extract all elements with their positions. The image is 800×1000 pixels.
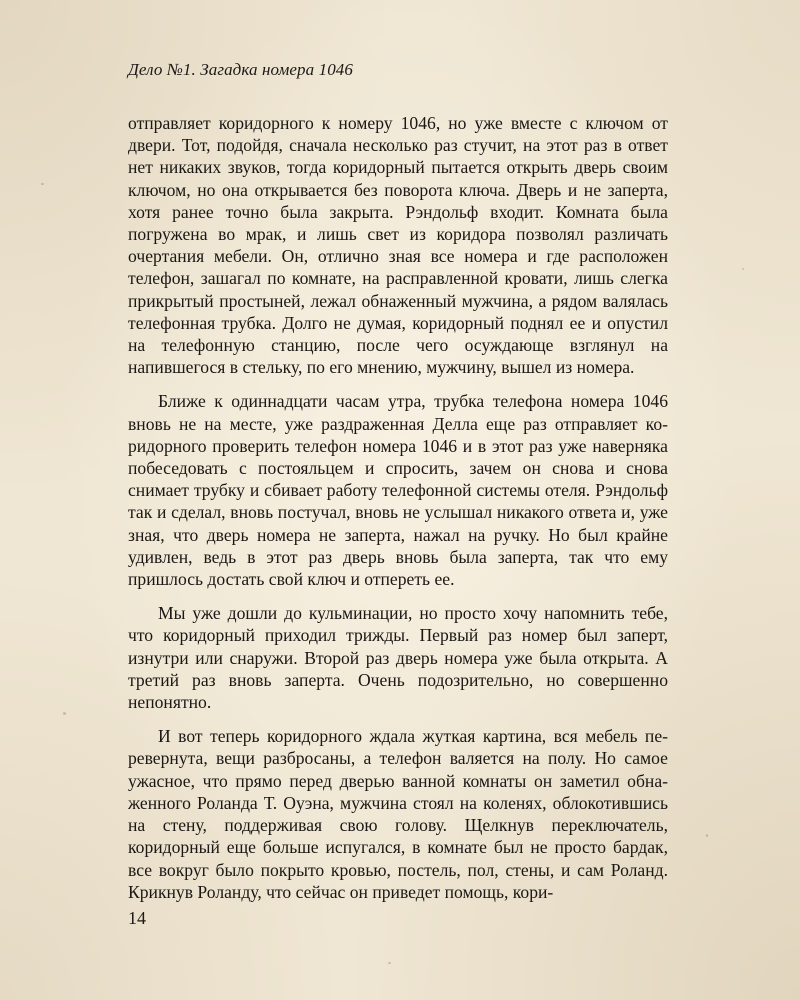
- paper-speck: [742, 268, 744, 270]
- paragraph: И вот теперь коридорного ждала жуткая картина, вся мебель перевернута, вещи разбросаны, а телефон валяется на полу. Но самое ужасное, что прямо перед дверью ванной комнаты он заметил обнаженного Роланда Т. Оуэна, мужчина стоял на коленях, облокотившись на стену, поддерживая свою голову. Щелкнув переключатель, коридорный еще больше испугался, в комнате был не просто бардак, все вокруг было покрыто кровью, постель, пол, стены, и сам Роланд. Крикнув Роланду, что сейчас он приведет помощь, кори-: [128, 726, 668, 902]
- running-head: Дело №1. Загадка номера 1046: [128, 60, 353, 79]
- paper-speck: [41, 183, 44, 185]
- page-number: 14: [128, 908, 146, 928]
- paragraph: Мы уже дошли до кульминации, но просто хочу напомнить тебе, что коридорный приходил трижды. Первый раз номер был заперт, изнутри или снаружи. Второй раз дверь номера уже была открыта. А третий раз вновь заперта. Очень подозрительно, но совершенно непонятно.: [128, 603, 668, 713]
- paper-speck: [63, 712, 66, 715]
- paper-speck: [706, 834, 708, 837]
- paragraph: Ближе к одиннадцати часам утра, трубка телефона номера 1046 вновь не на месте, уже раздраженная Делла еще раз отправляет коридорного проверить телефон номера 1046 и в этот раз уже наверняка побеседовать с постояльцем и спросить, зачем он снова и снова снимает трубку и сбивает работу телефонной системы отеля. Рэндольф так и сделал, вновь постучал, вновь не услышал никакого ответа и, уже зная, что дверь номера не заперта, нажал на ручку. Но был крайне удивлен, ведь в этот раз дверь вновь была заперта, так что ему пришлось достать свой ключ и отпереть ее.: [128, 391, 668, 590]
- body-text: [128, 112, 668, 915]
- paper-speck: [388, 962, 391, 964]
- paragraph: отправляет коридорного к номеру 1046, но уже вместе с ключом от двери. Тот, подойдя, сначала несколько раз стучит, на этот раз в ответ нет никаких звуков, тогда коридорный пытается открыть дверь своим ключом, но она открывается без поворота ключа. Дверь и не заперта, хотя ранее точно была закрыта. Рэндольф входит. Комната была погружена во мрак, и лишь свет из коридора позволял различать очертания мебели. Он, отлично зная все номера и где расположен телефон, зашагал по комнате, на расправленной кровати, лишь слегка прикрытый простыней, лежал обнаженный мужчина, а рядом валялась телефонная трубка. Долго не думая, коридорный поднял ее и опустил на телефонную станцию, после чего осуждающе взглянул на напившегося в стельку, по его мнению, мужчину, вышел из номера.: [128, 113, 668, 378]
